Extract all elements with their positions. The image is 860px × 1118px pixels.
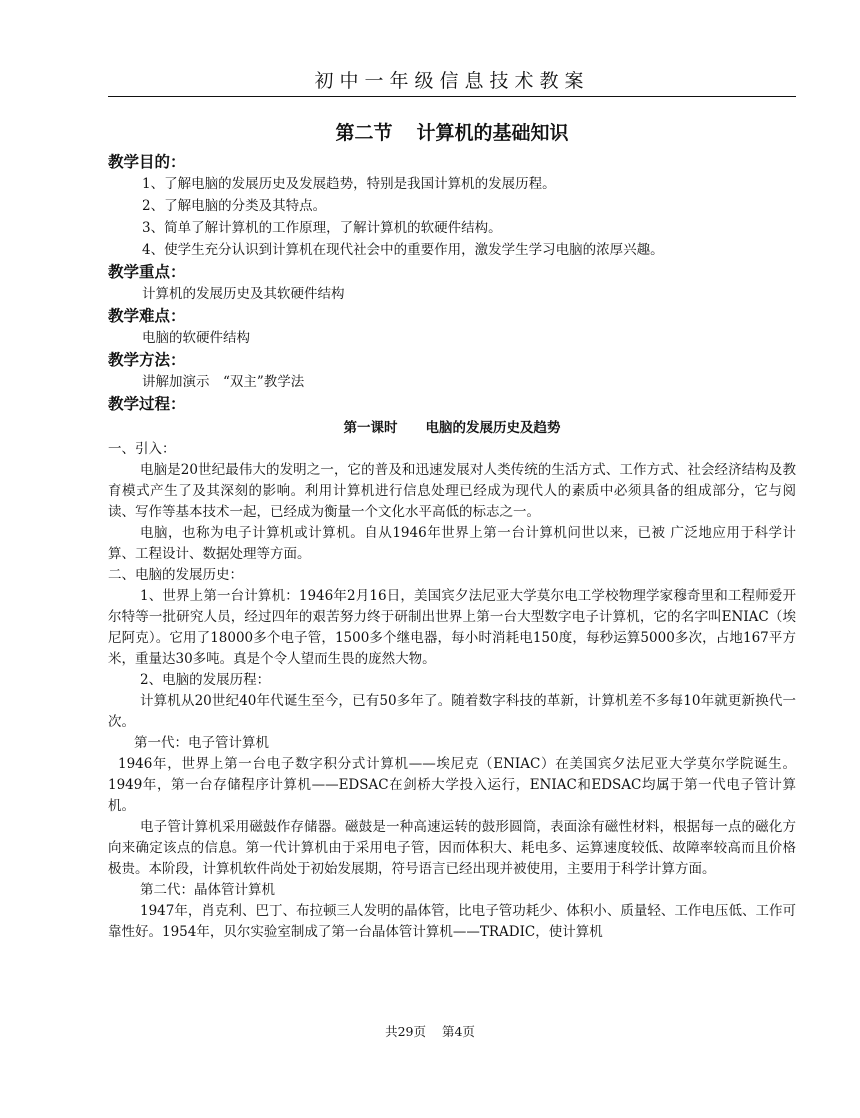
methods-text: 讲解加演示 “双主”教学法: [142, 374, 305, 390]
header-rule: [108, 96, 796, 97]
document-body: [108, 119, 796, 943]
page-footer: [0, 1022, 860, 1040]
generation-heading: 第二代：晶体管计算机: [140, 882, 275, 898]
difficulties-text: 电脑的软硬件结构: [142, 330, 250, 346]
goal-item: 4、使学生充分认识到计算机在现代社会中的重要作用，激发学生学习电脑的浓厚兴趣。: [142, 242, 664, 258]
intro-paragraph: 电脑是20世纪最伟大的发明之一，它的普及和迅速发展对人类传统的生活方式、工作方式、社会经济结构及教育模式产生了及其深刻的影响。利用计算机进行信息处理已经成为现代人的素质中必须具备的组成部分，它与阅读、写作等基本技术一起，已经成为衡量一个文化水平高低的标志之一。: [108, 462, 796, 520]
footer-current-page: 第4页: [441, 1024, 475, 1039]
section-title: [108, 119, 796, 147]
history-paragraph: 1、世界上第一台计算机：1946年2月16日，美国宾夕法尼亚大学莫尔电工学校物理学家穆奇里和工程师爱开尔特等一批研究人员，经过四年的艰苦努力终于研制出世界上第一台大型数字电子计算机，它的名字叫ENIAC（埃尼阿克）。它用了18000多个电子管，1500多个继电器，每小时消耗电150度，每秒运算5000多次，占地167平方米，重量达30多吨。真是个令人望而生畏的庞然大物。: [108, 588, 796, 667]
generation-paragraph: 电子管计算机采用磁鼓作存储器。磁鼓是一种高速运转的鼓形圆筒，表面涂有磁性材料，根据每一点的磁化方向来确定该点的信息。第一代计算机由于采用电子管，因而体积大、耗电多、运算速度较低、故障率较高而且价格极贵。本阶段，计算机软件尚处于初始发展期，符号语言已经出现并被使用，主要用于科学计算方面。: [108, 819, 796, 877]
goal-item: 1、了解电脑的发展历史及发展趋势，特别是我国计算机的发展历程。: [142, 176, 556, 192]
generation-heading: 第一代：电子管计算机: [134, 735, 269, 751]
intro-paragraph: 电脑，也称为电子计算机或计算机。自从1946年世界上第一台计算机问世以来，已被 广泛地应用于科学计算、工程设计、数据处理等方面。: [108, 525, 796, 562]
lesson-title-text: 电脑的发展历史及趋势: [425, 420, 561, 436]
methods-heading: 教学方法：: [108, 351, 186, 369]
goals-heading: 教学目的：: [108, 153, 186, 171]
lesson-label: 第一课时: [343, 420, 398, 436]
header-title: 初中一年级信息技术教案: [314, 70, 590, 92]
goal-item: 3、简单了解计算机的工作原理，了解计算机的软硬件结构。: [142, 220, 502, 236]
generation-paragraph: 1947年，肖克利、巴丁、布拉顿三人发明的晶体管，比电子管功耗少、体积小、质量轻、工作电压低、工作可靠性好。1954年，贝尔实验室制成了第一台晶体管计算机——TRADIC，使计算机: [108, 903, 796, 940]
intro-heading: 一、引入：: [108, 441, 176, 457]
key-points-heading: 教学重点：: [108, 263, 186, 281]
key-points-text: 计算机的发展历史及其软硬件结构: [142, 286, 345, 302]
history-heading: 二、电脑的发展历史：: [108, 567, 243, 583]
section-title-text: 计算机的基础知识: [416, 122, 569, 144]
history-subheading: 2、电脑的发展历程：: [140, 672, 271, 688]
generation-paragraph: 1946年，世界上第一台电子数字积分式计算机——埃尼克（ENIAC）在美国宾夕法尼亚大学莫尔学院诞生。1949年，第一台存储程序计算机——EDSAC在剑桥大学投入运行，ENIAC和EDSAC均属于第一代电子管计算机。: [108, 756, 796, 814]
footer-total-pages: 共29页: [385, 1024, 426, 1039]
process-heading: 教学过程：: [108, 395, 186, 413]
goal-item: 2、了解电脑的分类及其特点。: [142, 198, 327, 214]
section-number: 第二节: [335, 122, 393, 144]
history-paragraph: 计算机从20世纪40年代诞生至今，已有50多年了。随着数字科技的革新，计算机差不多每10年就更新换代一次。: [108, 693, 796, 730]
lesson-title: [108, 417, 796, 439]
difficulties-heading: 教学难点：: [108, 307, 186, 325]
